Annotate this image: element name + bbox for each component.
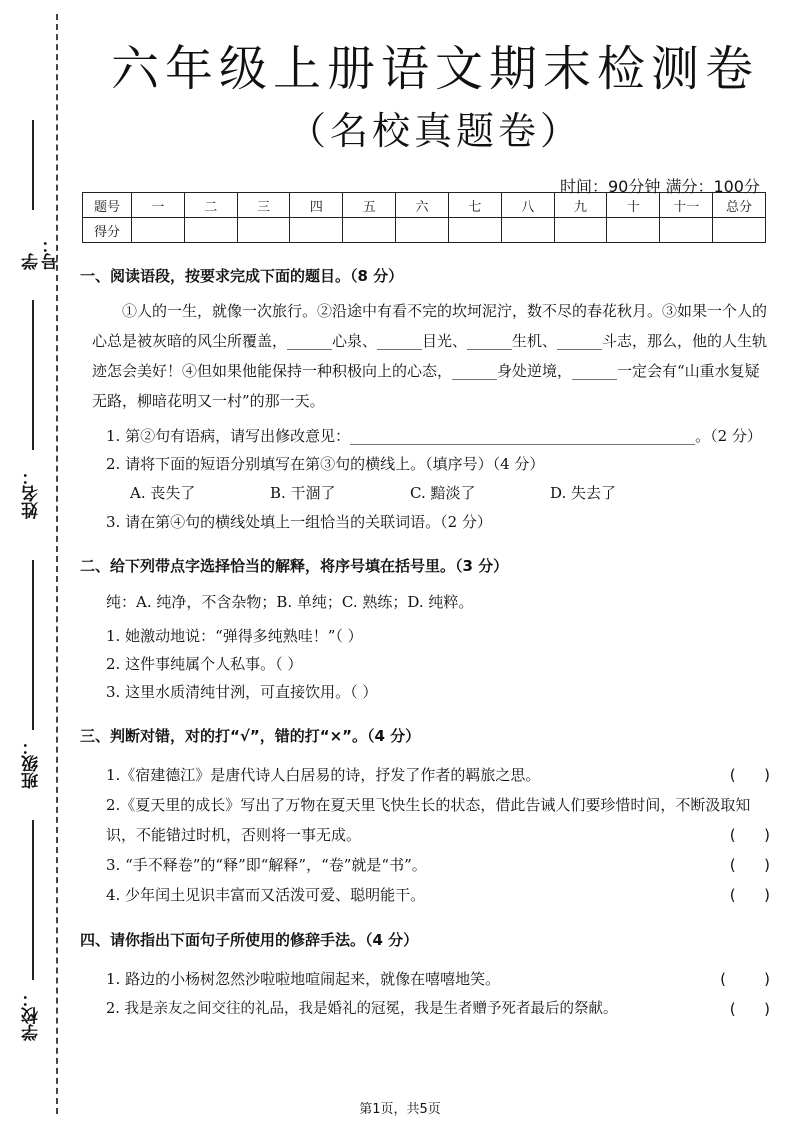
section-3-title: 三、判断对错，对的打“√”，错的打“×”。（4 分） (80, 727, 421, 745)
name-label: 姓名： (22, 468, 42, 519)
score-col-2: 二 (184, 193, 237, 218)
section-3-item-2-text: 2.《夏天里的成长》写出了万物在夏天里飞快生长的状态，借此告诫人们要珍惜时间，不断汲取知识，不能错过时机，否则将一事无成。 (106, 796, 751, 844)
student-id-field (8, 120, 62, 270)
section-3-item-3 (80, 850, 770, 880)
section-1-passage: ①人的一生，就像一次旅行。②沿途中有看不完的坎坷泥泞，数不尽的春花秋月。③如果一个人的心总是被灰暗的风尘所覆盖，______心泉、______目光、______生机、______斗志，那么，他的人生轨迹怎会美好！④但如果他能保持一种积极向上的心态，______身处逆境，______一定会有“山重水复疑无路，柳暗花明又一村”的那一天。 (92, 302, 768, 410)
section-1-title: 一、阅读语段，按要求完成下面的题目。（8 分） (80, 267, 404, 285)
section-3-item-4 (80, 880, 770, 910)
score-table (82, 192, 766, 243)
exam-meta: 时间：90分钟 满分：100分 (560, 177, 760, 196)
score-col-1: 一 (132, 193, 185, 218)
section-2-item-2: 2. 这件事纯属个人私事。（ ） (106, 655, 303, 673)
answer-paren[interactable]: ( ) (729, 856, 770, 874)
section-1-options (130, 480, 770, 506)
section-4-item-2 (80, 994, 770, 1024)
section-3-item-3-text: 3. “手不释卷”的“释”即“解释”，“卷”就是“书”。 (106, 856, 427, 874)
score-cell[interactable] (713, 218, 766, 243)
score-col-3: 三 (237, 193, 290, 218)
section-2-title: 二、给下列带点字选择恰当的解释，将序号填在括号里。（3 分） (80, 557, 509, 575)
section-3-item-4-text: 4. 少年闰土见识丰富而又活泼可爱、聪明能干。 (106, 886, 426, 904)
score-cell[interactable] (132, 218, 185, 243)
option-c: C. 黯淡了 (410, 484, 476, 502)
score-col-6: 六 (396, 193, 449, 218)
cut-line (56, 14, 58, 1114)
school-field (8, 820, 54, 1050)
option-b: B. 干涸了 (270, 484, 336, 502)
section-4 (80, 926, 770, 1024)
exam-content (80, 262, 770, 1024)
school-label: 学校： (22, 990, 42, 1041)
score-cell[interactable] (607, 218, 660, 243)
answer-paren[interactable]: ( ) (729, 766, 770, 784)
score-cell[interactable] (343, 218, 396, 243)
page-footer: 第1页，共5页 (359, 1102, 441, 1117)
section-4-item-2-text: 2. 我是亲友之间交往的礼品，我是婚礼的冠冕，我是生者赠予死者最后的祭献。 (106, 1001, 618, 1017)
score-table-row2-label: 得分 (83, 218, 132, 243)
student-id-label: 学号： (22, 236, 62, 270)
section-3-item-1 (80, 760, 770, 790)
score-col-5: 五 (343, 193, 396, 218)
section-1 (80, 262, 770, 536)
section-2-item-3: 3. 这里水质清纯甘洌，可直接饮用。（ ） (106, 683, 378, 701)
answer-paren[interactable]: ( ) (729, 886, 770, 904)
option-d: D. 失去了 (550, 484, 617, 502)
option-a: A. 丧失了 (130, 484, 196, 502)
section-2-definition: 纯：A. 纯净，不含杂物；B. 单纯；C. 熟练；D. 纯粹。 (106, 593, 474, 611)
section-2 (80, 552, 770, 706)
section-1-question-1: 1. 第②句有语病，请写出修改意见：______________________________________________。（2 分） (106, 427, 762, 445)
score-cell[interactable] (396, 218, 449, 243)
section-3-item-2 (80, 790, 770, 850)
score-cell[interactable] (290, 218, 343, 243)
answer-paren[interactable]: ( ) (729, 826, 770, 844)
name-line[interactable] (32, 300, 34, 450)
answer-paren[interactable]: ( ) (729, 1000, 770, 1018)
answer-paren[interactable]: ( ) (720, 970, 770, 988)
score-cell[interactable] (184, 218, 237, 243)
section-4-item-1 (80, 964, 770, 994)
section-4-item-1-text: 1. 路边的小杨树忽然沙啦啦地喧闹起来，就像在嘻嘻地笑。 (106, 970, 501, 988)
class-field (8, 560, 54, 800)
score-table-header-row (83, 193, 766, 218)
section-4-title: 四、请你指出下面句子所使用的修辞手法。（4 分） (80, 931, 419, 949)
binding-margin (0, 0, 70, 1132)
score-cell[interactable] (501, 218, 554, 243)
section-2-item-1: 1. 她激动地说：“弹得多纯熟哇！”（ ） (106, 627, 363, 645)
name-field (8, 300, 54, 530)
score-cell[interactable] (237, 218, 290, 243)
score-col-10: 十 (607, 193, 660, 218)
section-1-question-2: 2. 请将下面的短语分别填写在第③句的横线上。（填序号）（4 分） (106, 455, 545, 473)
class-line[interactable] (32, 560, 34, 730)
score-cell[interactable] (660, 218, 713, 243)
score-col-9: 九 (554, 193, 607, 218)
score-cell[interactable] (554, 218, 607, 243)
school-line[interactable] (32, 820, 34, 980)
section-3 (80, 722, 770, 910)
score-col-11: 十一 (660, 193, 713, 218)
score-table-row1-label: 题号 (83, 193, 132, 218)
section-1-question-3: 3. 请在第④句的横线处填上一组恰当的关联词语。（2 分） (106, 513, 492, 531)
exam-subtitle: （名校真题卷） (287, 109, 582, 153)
score-col-total: 总分 (713, 193, 766, 218)
score-table-score-row (83, 218, 766, 243)
score-col-7: 七 (448, 193, 501, 218)
student-id-line[interactable] (32, 120, 34, 210)
exam-title: 六年级上册语文期末检测卷 (110, 41, 759, 97)
score-cell[interactable] (448, 218, 501, 243)
section-3-item-1-text: 1.《宿建德江》是唐代诗人白居易的诗，抒发了作者的羁旅之思。 (106, 766, 541, 784)
class-label: 班级： (22, 738, 42, 789)
score-col-4: 四 (290, 193, 343, 218)
score-col-8: 八 (501, 193, 554, 218)
